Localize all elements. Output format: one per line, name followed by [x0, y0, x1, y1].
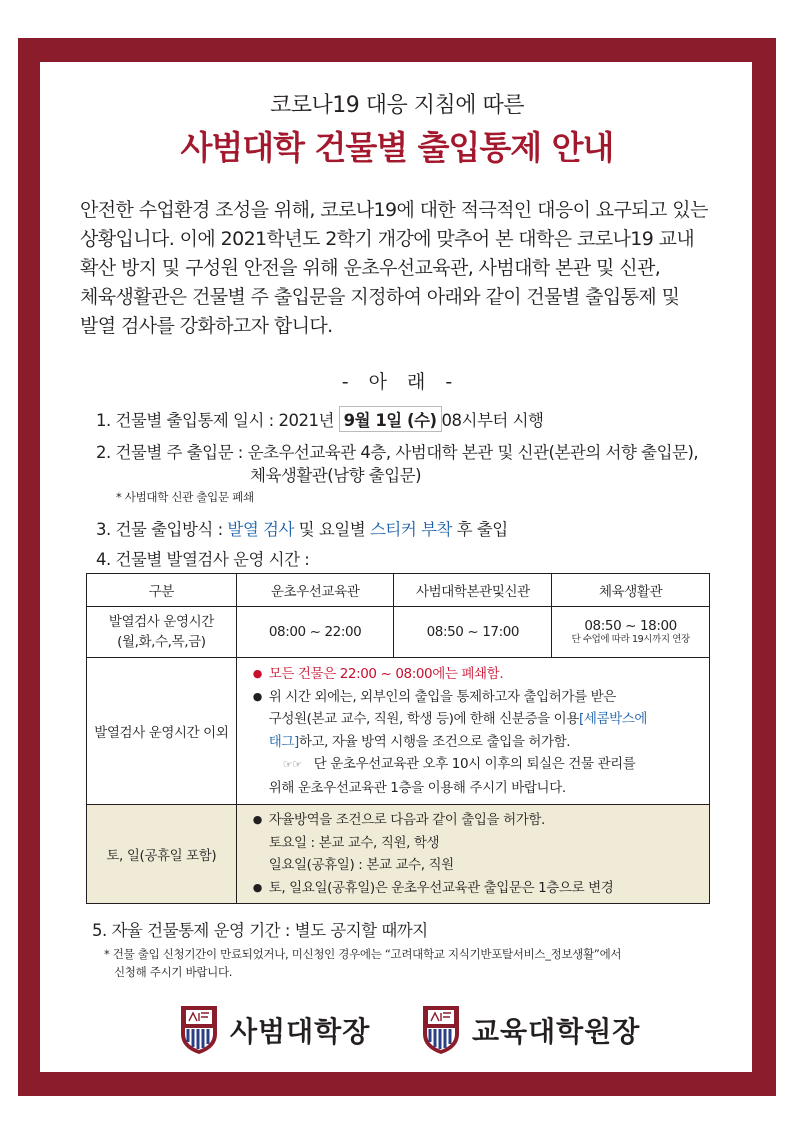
item-2-entrances-cont: 체육생활관(남향 출입문) [250, 466, 422, 485]
item-4-heading: 4. 건물별 발열검사 운영 시간 : [96, 550, 310, 569]
rule-continuation: 토요일 : 본교 교수, 직원, 학생 [268, 834, 440, 851]
table-row [87, 658, 710, 805]
table-header-cell: 운초우선교육관 [236, 574, 394, 607]
rule-continuation: 일요일(공휴일) : 본교 교수, 직원 [268, 857, 454, 873]
rule-bullet: ● 위 시간 외에는, 외부인의 출입을 통제하고자 출입허가를 받은 [255, 686, 703, 709]
item-3-highlight-sticker: 스티커 부착 [369, 520, 452, 539]
rule-text: 하고, 자율 방역 시행을 조건으로 출입을 허가함. [298, 733, 571, 750]
intro-line: 발열 검사를 강화하고자 합니다. [80, 315, 333, 337]
item-1-date: 9월 1일 (수) [339, 406, 442, 432]
item-1-suffix: 08시부터 시행 [441, 411, 544, 430]
item-3-entry-method [96, 516, 508, 540]
table-row [87, 607, 710, 658]
table-header-row [87, 574, 710, 607]
rule-bullet: ● 자율방역을 조건으로 다음과 같이 출입을 허가함. [255, 809, 703, 832]
item-3-mid: 및 요일별 [293, 520, 370, 539]
item-3-highlight-fever: 발열 검사 [227, 520, 294, 539]
rule-note-text: 단 운초우선교육관 오후 10시 이후의 퇴실은 건물 관리를 [313, 756, 636, 772]
item-3-prefix: 3. 건물 출입방식 : [96, 520, 228, 539]
table-header-cell: 사범대학본관및신관 [394, 574, 552, 607]
table-cell-time: 08:00 ~ 22:00 [236, 607, 394, 658]
table-header-cell: 체육생활관 [552, 574, 710, 607]
intro-line: 확산 방지 및 구성원 안전을 위해 운초우선교육관, 사범대학 본관 및 신관, [80, 257, 661, 279]
notice-title: 사범대학 건물별 출입통제 안내 [180, 128, 614, 167]
row-label-line: (월,화,수,목,금) [117, 634, 206, 650]
off-hours-rules [236, 658, 709, 805]
time-extension-note: 단 수업에 따라 19시까지 연장 [571, 634, 690, 645]
table-header-cell: 구분 [87, 574, 237, 607]
table-row [87, 805, 710, 904]
item-5-note-cont: 신청해 주시기 바랍니다. [114, 965, 233, 979]
item-3-suffix: 후 출입 [451, 520, 508, 539]
row-label-line: 발열검사 운영시간 [108, 614, 214, 630]
rule-text: 구성원(본교 교수, 직원, 학생 등)에 한해 신분증을 이용 [268, 711, 579, 727]
signature-dean-education: 사범대학장 [230, 1015, 371, 1048]
item-2-entrances: 2. 건물별 주 출입문 : 운초우선교육관 4층, 사범대학 본관 및 신관(본관의 서향 출입문), [96, 443, 699, 462]
weekend-rules [236, 805, 709, 904]
intro-line: 안전한 수업환경 조성을 위해, 코로나19에 대한 적극적인 대응이 요구되고 있는 [80, 199, 708, 221]
secom-box-link-text: 태그] [268, 733, 299, 750]
table-cell-time: 08:50 ~ 17:00 [394, 607, 552, 658]
rule-continuation [255, 731, 703, 754]
signature-dean-graduate-school: 교육대학원장 [472, 1015, 641, 1048]
fever-check-schedule-table [86, 573, 710, 904]
intro-line: 체육생활관은 건물별 주 출입문을 지정하여 아래와 같이 건물별 출입통제 및 [80, 286, 680, 308]
row-label-weekday [87, 607, 237, 658]
item-5-note: * 건물 출입 신청기간이 만료되었거나, 미신청인 경우에는 “고려대학교 지식기반포탈서비스_정보생활”에서 [104, 947, 622, 961]
time-value: 08:50 ~ 18:00 [584, 618, 677, 634]
rule-bullet: ● 모든 건물은 22:00 ~ 08:00에는 폐쇄함. [255, 663, 703, 686]
item-1-prefix: 1. 건물별 출입통제 일시 : 2021년 [96, 411, 339, 430]
row-label-off-hours: 발열검사 운영시간 이외 [87, 658, 237, 805]
table-cell-time [552, 607, 710, 658]
rule-note-continuation: 위해 운초우선교육관 1층을 이용해 주시기 바랍니다. [268, 779, 566, 796]
item-1-schedule [96, 406, 543, 432]
rule-continuation [255, 708, 703, 731]
korea-university-crest-icon [179, 1004, 219, 1056]
intro-line: 상황입니다. 이에 2021학년도 2학기 개강에 맞추어 본 대학은 코로나19 교내 [80, 228, 695, 250]
pointing-hand-icon: ☞☞ [282, 758, 302, 771]
item-5-period: 5. 자율 건물통제 운영 기간 : 별도 공지할 때까지 [92, 921, 428, 940]
rule-note [255, 753, 703, 777]
intro-paragraph [80, 196, 720, 341]
secom-box-link-text: [세콤박스에 [578, 711, 648, 727]
row-label-weekend: 토, 일(공휴일 포함) [87, 805, 237, 904]
korea-university-crest-icon [421, 1004, 461, 1056]
below-heading: - 아 래 - [341, 371, 453, 393]
rule-bullet: ● 토, 일요일(공휴일)은 운초우선교육관 출입문은 1층으로 변경 [255, 877, 703, 900]
item-2-note: * 사범대학 신관 출입문 폐쇄 [116, 490, 254, 504]
notice-subtitle: 코로나19 대응 지침에 따른 [270, 93, 524, 118]
